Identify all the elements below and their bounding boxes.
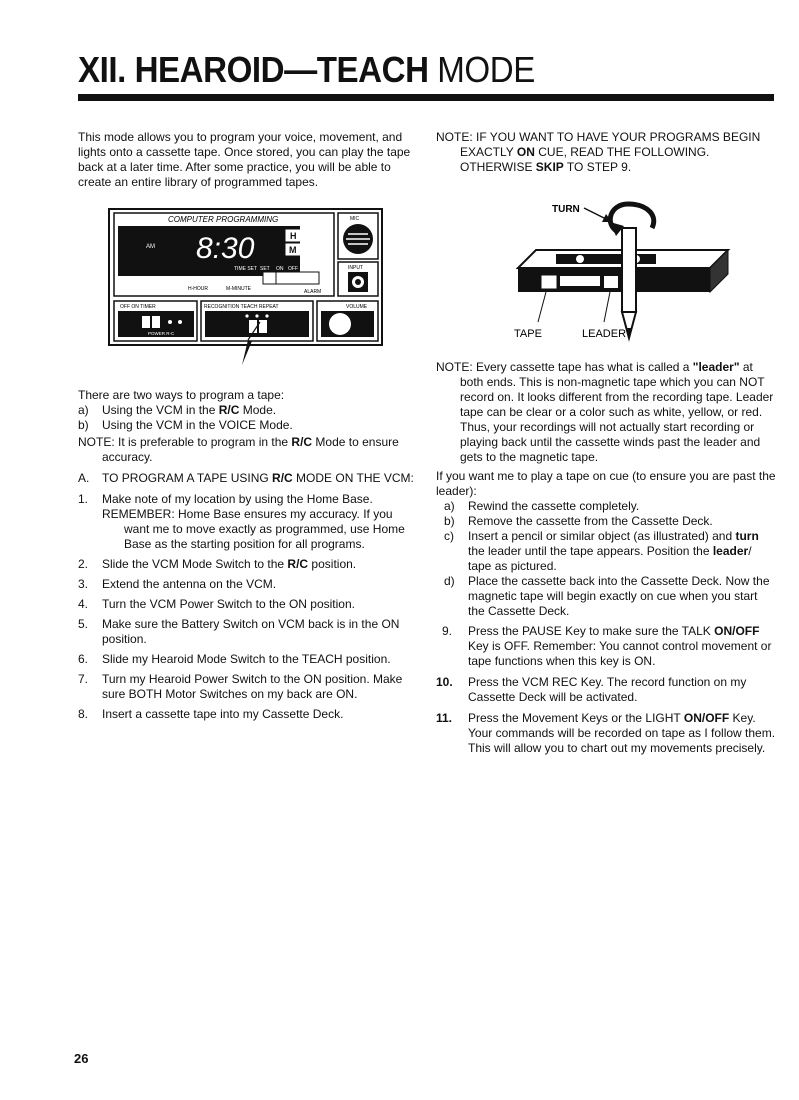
step-4 — [78, 597, 418, 612]
way-a — [78, 403, 418, 418]
vcm-time-readout: 8:30 — [196, 232, 255, 265]
way-a-mark: a) — [78, 403, 89, 417]
vcm-time-set-label: TIME SET — [234, 266, 258, 272]
cue-intro: If you want me to play a tape on cue (to ensure you are past the leader): — [436, 469, 776, 498]
way-b-mark: b) — [78, 418, 89, 432]
leader-note-post: at both ends. This is non-magnetic tape which you can NOT record on. It looks different from the recording tape. Leader tape can be clear or a color such as white, yellow, or red. Thus, your recordings will not actually start recording or playing back until the cassette winds past the leader and gets to the magnetic tape. — [460, 360, 774, 464]
cue-step-a-mark: a) — [444, 499, 455, 513]
step-7 — [78, 672, 418, 702]
step-2-mark: 2. — [78, 557, 89, 571]
right-instructions — [436, 360, 776, 756]
cue-note-skip: SKIP — [535, 160, 564, 174]
vcm-power-label: POWER R-C — [148, 331, 175, 336]
step-6-text: Slide my Hearoid Mode Switch to the TEACH position. — [102, 652, 391, 666]
vcm-off-label: OFF — [288, 266, 298, 272]
step-3-mark: 3. — [78, 577, 89, 591]
cue-step-a-text: Rewind the cassette completely. — [468, 499, 640, 513]
cue-step-d — [436, 574, 776, 619]
title-bold: XII. HEAROID—TEACH — [78, 49, 429, 90]
vcm-am-label: AM — [146, 244, 155, 250]
cue-step-c-turn: turn — [735, 529, 759, 543]
timer-dot-2 — [178, 320, 182, 324]
power-switch-icon — [142, 316, 150, 328]
cue-step-c-post: / tape as pictured. — [468, 544, 752, 573]
remember-text: REMEMBER: Home Base ensures my accuracy. If you want me to move exactly as programmed, use Home Base as the starting position for all programs. — [102, 507, 405, 551]
cue-step-c-pre: Insert a pencil or similar object (as illustrated) and — [468, 529, 736, 543]
mode-dot-2 — [255, 314, 258, 317]
vcm-mic-label: MIC — [350, 216, 360, 222]
cue-note-on: ON — [516, 145, 535, 159]
step-10-text: Press the VCM REC Key. The record function on my Cassette Deck will be activated. — [468, 675, 747, 704]
step-2-key: R/C — [287, 557, 309, 571]
step-11-mark: 11. — [436, 711, 453, 725]
step-11 — [436, 711, 776, 756]
vcm-set-label: SET — [260, 266, 270, 272]
section-a-heading — [78, 471, 418, 486]
leader-label: LEADER — [582, 328, 627, 340]
step-9-pre: Press the PAUSE Key to make sure the TALK — [468, 624, 715, 638]
step-4-mark: 4. — [78, 597, 89, 611]
vcm-illustration — [108, 208, 388, 368]
vcm-alarm-slider — [263, 272, 319, 284]
vcm-volume-knob-icon — [329, 313, 351, 335]
vcm-m-label: M — [289, 245, 297, 255]
rc-note — [78, 435, 418, 465]
cassette-window — [556, 254, 656, 264]
step-8-text: Insert a cassette tape into my Cassette Deck. — [102, 707, 344, 721]
title-light: MODE — [437, 49, 535, 90]
turn-label: TURN — [552, 204, 580, 215]
mode-dot-3 — [265, 314, 268, 317]
section-a-post: MODE ON THE VCM: — [292, 471, 414, 485]
vcm-on-label: ON — [276, 266, 284, 272]
step-8-mark: 8. — [78, 707, 89, 721]
way-a-text: Using the VCM in the — [102, 403, 219, 417]
vcm-volume-label: VOLUME — [346, 304, 368, 310]
way-a-post: Mode. — [239, 403, 277, 417]
mode-dot-1 — [245, 314, 248, 317]
step-9-post: Key is OFF. Remember: You cannot control movement or tape functions when this key is ON. — [468, 639, 772, 668]
step-9-key: ON/OFF — [714, 624, 760, 638]
rc-note-key: R/C — [291, 435, 313, 449]
vcm-h-label: H — [290, 231, 297, 241]
section-a-key: R/C — [272, 471, 293, 485]
step-1 — [78, 492, 418, 507]
vcm-header-label: COMPUTER PROGRAMMING — [168, 215, 279, 224]
step-3-text: Extend the antenna on the VCM. — [102, 577, 277, 591]
vcm-h-hour-label: H-HOUR — [188, 286, 208, 292]
cue-note-text — [436, 130, 776, 175]
mode-switch-icon-2 — [259, 320, 267, 333]
step-9-mark: 9. — [442, 624, 453, 638]
vcm-mode-labels: RECOGNITION TEACH REPEAT — [204, 304, 279, 310]
step-7-mark: 7. — [78, 672, 89, 686]
cue-step-d-text: Place the cassette back into the Cassette Deck. Now the magnetic tape will begin exactly on cue when you start the Cassette Deck. — [468, 574, 770, 618]
page-number: 26 — [74, 1051, 89, 1066]
vcm-input-label: INPUT — [348, 265, 363, 271]
step-2 — [78, 557, 418, 572]
step-11-key: ON/OFF — [683, 711, 730, 725]
reel-left — [576, 255, 584, 263]
cue-step-c-mark: c) — [444, 529, 454, 543]
cue-note — [436, 130, 776, 175]
page-title — [78, 50, 535, 90]
cassette-illustration — [500, 192, 750, 348]
step-10 — [436, 675, 776, 705]
step-2-pre: Slide the VCM Mode Switch to the — [102, 557, 288, 571]
mode-switch-icon — [249, 320, 257, 333]
cue-step-d-mark: d) — [444, 574, 455, 588]
section-a-mark: A. — [78, 471, 90, 485]
leader-leader-line — [604, 292, 610, 322]
way-b-text: Using the VCM in the VOICE Mode. — [102, 418, 293, 432]
way-b — [78, 418, 418, 433]
vcm-m-minute-label: M-MINUTE — [226, 286, 251, 292]
cue-step-c — [436, 529, 776, 574]
step-1-remember — [78, 507, 418, 552]
tape-strip — [560, 276, 600, 286]
step-10-mark: 10. — [436, 675, 453, 689]
step-6-mark: 6. — [78, 652, 89, 666]
cue-step-c-leader: leader — [712, 544, 749, 558]
ways-intro: There are two ways to program a tape: — [78, 388, 285, 402]
jack-core — [355, 279, 361, 285]
step-4-text: Turn the VCM Power Switch to the ON position. — [102, 597, 355, 611]
cue-step-b — [436, 514, 776, 529]
cue-step-a — [436, 499, 776, 514]
step-9 — [436, 624, 776, 669]
power-switch-icon-2 — [152, 316, 160, 328]
step-5-mark: 5. — [78, 617, 89, 631]
step-1-mark: 1. — [78, 492, 89, 506]
step-7-text: Turn my Hearoid Power Switch to the ON position. Make sure BOTH Motor Switches on my back are ON. — [102, 672, 403, 701]
tape-window-icon — [542, 276, 556, 288]
cue-note-c: CUE, READ THE FOLLOWING. OTHERWISE — [460, 145, 710, 174]
leader-note-key: "leader" — [692, 360, 740, 374]
left-instructions — [78, 388, 418, 722]
step-11-pre: Press the Movement Keys or the LIGHT — [468, 711, 684, 725]
step-5 — [78, 617, 418, 647]
intro-paragraph — [78, 130, 418, 190]
step-1-text: Make note of my location by using the Home Base. — [102, 492, 373, 506]
cue-step-b-text: Remove the cassette from the Cassette Deck. — [468, 514, 713, 528]
leader-note — [436, 360, 776, 465]
rc-note-post: Mode to ensure accuracy. — [102, 435, 399, 464]
way-a-key: R/C — [218, 403, 240, 417]
title-rule — [78, 94, 774, 101]
step-5-text: Make sure the Battery Switch on VCM back is in the ON position. — [102, 617, 400, 646]
vcm-off-on-timer-label: OFF ON TIMER — [120, 304, 156, 310]
step-6 — [78, 652, 418, 667]
tape-leader-line — [538, 292, 546, 322]
leader-window-icon — [604, 276, 618, 288]
cue-step-c-mid: the leader until the tape appears. Position the — [468, 544, 713, 558]
cue-step-b-mark: b) — [444, 514, 455, 528]
step-2-post: position. — [308, 557, 357, 571]
step-11-post: Key. Your commands will be recorded on tape as I follow them. This will allow you to chart out my movements precisely. — [468, 711, 776, 755]
step-3 — [78, 577, 418, 592]
pencil-icon — [622, 228, 636, 312]
cue-note-a: NOTE: IF YOU WANT TO HAVE YOUR PROGRAMS BEGIN EXACTLY — [436, 130, 761, 159]
leader-note-pre: NOTE: Every cassette tape has what is called a — [436, 360, 693, 374]
step-8 — [78, 707, 418, 722]
vcm-alarm-label: ALARM — [304, 289, 322, 295]
intro-text: This mode allows you to program your voice, movement, and lights onto a cassette tape. Once stored, you can play the tape back at a later time. After some practice, you will be able to create an entire library of programmed tapes. — [78, 130, 411, 189]
section-a-pre: TO PROGRAM A TAPE USING — [102, 471, 273, 485]
timer-dot-1 — [168, 320, 172, 324]
tape-label: TAPE — [514, 328, 542, 340]
cue-note-e: TO STEP 9. — [563, 160, 632, 174]
rc-note-pre: NOTE: It is preferable to program in the — [78, 435, 292, 449]
